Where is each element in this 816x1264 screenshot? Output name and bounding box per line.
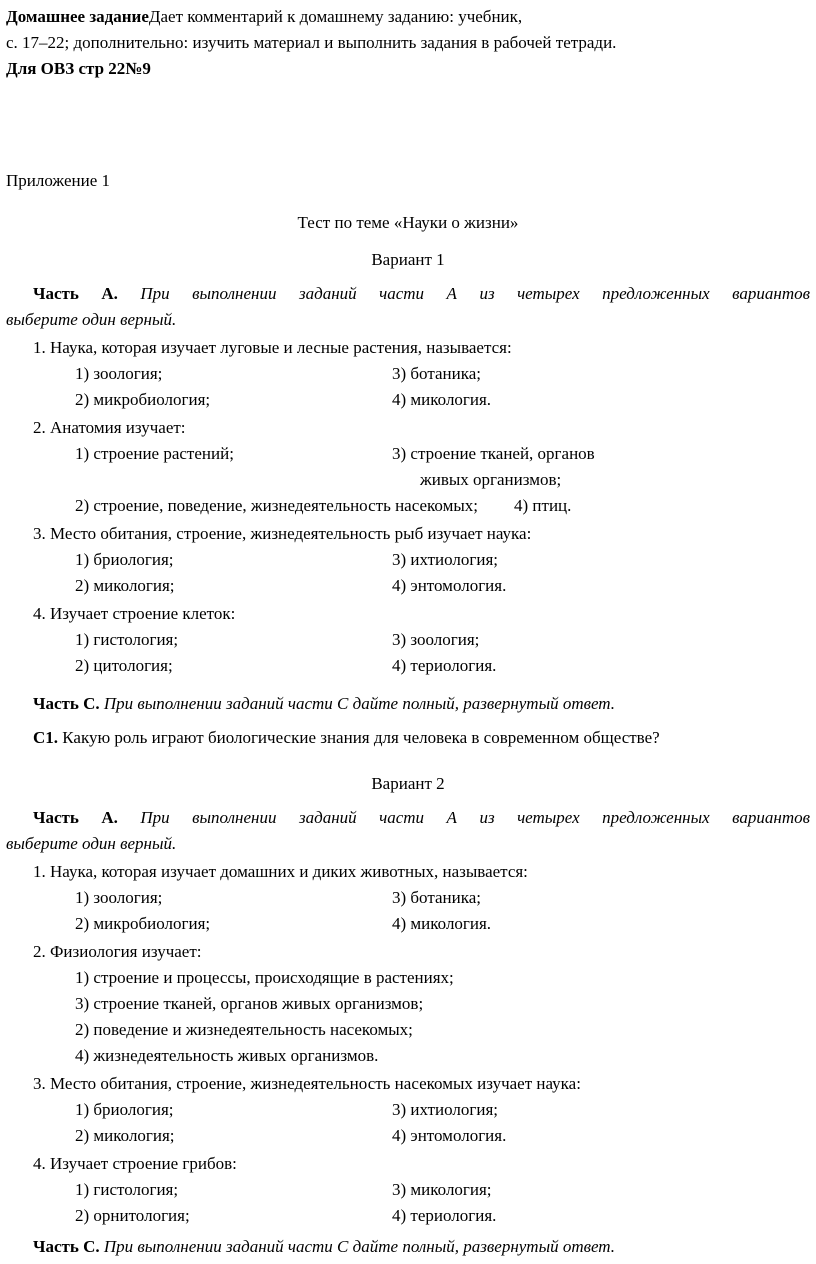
c1-text: Какую роль играют биологические знания для человека в современном обществе? — [62, 728, 660, 747]
v2-q2-stem: 2. Физиология изучает: — [33, 942, 202, 961]
option-line1: 3) строение тканей, органов — [392, 444, 595, 463]
part-c-instruction: При выполнении заданий части С дайте полный, развернутый ответ. — [103, 694, 616, 713]
v1-q3-row2 — [75, 573, 810, 599]
homework-text: Дает комментарий к домашнему заданию: учебник, — [148, 7, 523, 26]
v2-part-a-line1 — [6, 805, 810, 831]
option: 4) микология. — [392, 390, 492, 409]
option: 4) энтомология. — [392, 576, 507, 595]
option: 2) орнитология; — [75, 1206, 190, 1225]
v2-q1-row1 — [75, 885, 810, 911]
option: 1) гистология; — [75, 630, 179, 649]
v1-c1-question — [33, 725, 810, 751]
part-c-label: Часть С. — [33, 694, 100, 713]
option: 2) цитология; — [75, 656, 173, 675]
v2-q3-stem: 3. Место обитания, строение, жизнедеятельность насекомых изучает наука: — [33, 1074, 581, 1093]
part-a-instruction: При выполнении заданий части А из четырех предложенных вариантов — [140, 808, 810, 827]
option: 4) териология. — [392, 1206, 497, 1225]
v1-part-c — [33, 691, 810, 717]
v1-q2-row1 — [75, 441, 810, 493]
option: 1) зоология; — [75, 364, 163, 383]
option: 4) энтомология. — [392, 1126, 507, 1145]
homework-line-2: с. 17–22; дополнительно: изучить материал и выполнить задания в рабочей тетради. — [6, 33, 617, 52]
option: 1) бриология; — [75, 1100, 174, 1119]
v2-q3-row2 — [75, 1123, 810, 1149]
v2-q4-row1 — [75, 1177, 810, 1203]
v1-q3-row1 — [75, 547, 810, 573]
option: 1) бриология; — [75, 550, 174, 569]
v2-part-a-line2: выберите один верный. — [6, 834, 177, 853]
option: 3) ихтиология; — [392, 550, 498, 569]
v2-q1-row2 — [75, 911, 810, 937]
v2-q4-stem: 4. Изучает строение грибов: — [33, 1154, 237, 1173]
option: 4) микология. — [392, 914, 492, 933]
v1-q1-row2 — [75, 387, 810, 413]
option: 2) микология; — [75, 1126, 175, 1145]
v1-q2-row2 — [75, 493, 810, 519]
option: 2) микробиология; — [75, 390, 211, 409]
v1-q4-row1 — [75, 627, 810, 653]
option: 2) поведение и жизнедеятельность насекомых; — [75, 1020, 413, 1039]
part-a-label: Часть А. — [33, 808, 118, 827]
option: 1) строение растений; — [75, 444, 234, 463]
v1-q4-row2 — [75, 653, 810, 679]
test-title: Тест по теме «Науки о жизни» — [297, 213, 519, 232]
option: 3) ботаника; — [392, 888, 481, 907]
option: 4) жизнедеятельность живых организмов. — [75, 1046, 379, 1065]
part-c-instruction: При выполнении заданий части С дайте полный, развернутый ответ. — [103, 1237, 616, 1256]
c1-label: С1. — [33, 728, 59, 747]
option: 2) микробиология; — [75, 914, 211, 933]
v1-q3-stem: 3. Место обитания, строение, жизнедеятельность рыб изучает наука: — [33, 524, 532, 543]
option: 4) птиц. — [514, 496, 572, 515]
option: 3) микология; — [392, 1180, 492, 1199]
v1-q1-stem: 1. Наука, которая изучает луговые и лесные растения, называется: — [33, 338, 512, 357]
part-a-label: Часть А. — [33, 284, 118, 303]
option: 3) ботаника; — [392, 364, 481, 383]
v2-q4-row2 — [75, 1203, 810, 1229]
v1-part-a-line2: выберите один верный. — [6, 310, 177, 329]
variant-2-heading: Вариант 2 — [371, 774, 445, 793]
ovz-note: Для ОВЗ стр 22№9 — [6, 59, 151, 78]
option: 2) микология; — [75, 576, 175, 595]
option: 4) териология. — [392, 656, 497, 675]
option — [392, 441, 810, 493]
option-line2: живых организмов; — [420, 470, 562, 489]
part-c-label: Часть С. — [33, 1237, 100, 1256]
homework-label: Домашнее задание — [6, 7, 149, 26]
v1-q1-row1 — [75, 361, 810, 387]
appendix-label: Приложение 1 — [6, 171, 110, 190]
option: 1) гистология; — [75, 1180, 179, 1199]
v2-q3-row1 — [75, 1097, 810, 1123]
v2-part-a — [6, 805, 810, 857]
variant-1-heading: Вариант 1 — [371, 250, 445, 269]
option: 3) ихтиология; — [392, 1100, 498, 1119]
v2-q1-stem: 1. Наука, которая изучает домашних и диких животных, называется: — [33, 862, 528, 881]
v1-q4-stem: 4. Изучает строение клеток: — [33, 604, 236, 623]
part-a-instruction: При выполнении заданий части А из четырех предложенных вариантов — [140, 284, 810, 303]
option: 1) зоология; — [75, 888, 163, 907]
v1-q2-stem: 2. Анатомия изучает: — [33, 418, 186, 437]
v2-part-c — [33, 1234, 810, 1260]
option: 3) зоология; — [392, 630, 480, 649]
v1-part-a-line1 — [6, 281, 810, 307]
option: 3) строение тканей, органов живых организмов; — [75, 994, 424, 1013]
homework-line-1 — [6, 4, 810, 30]
option: 1) строение и процессы, происходящие в растениях; — [75, 968, 454, 987]
v1-part-a — [6, 281, 810, 333]
option: 2) строение, поведение, жизнедеятельность насекомых; — [75, 496, 478, 515]
